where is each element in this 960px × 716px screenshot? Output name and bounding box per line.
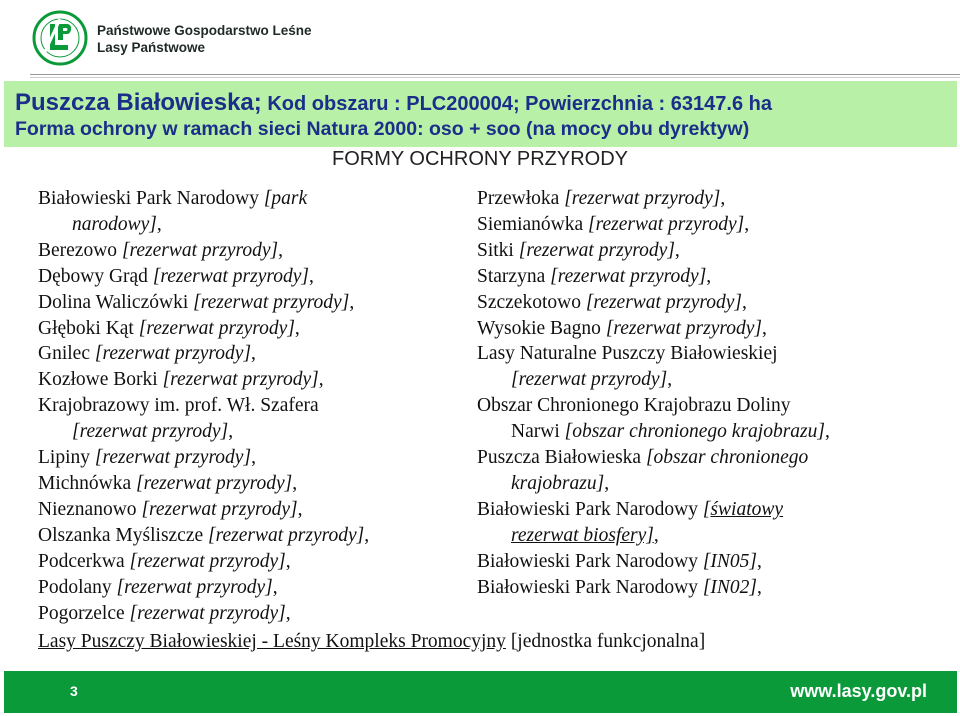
protection-form-item (477, 549, 947, 575)
entry-comma: , (706, 265, 712, 287)
protection-category: [rezerwat przyrody] (116, 576, 273, 598)
protection-form-item (38, 264, 468, 290)
header (0, 0, 960, 78)
area-name: Pogorzelce (38, 602, 125, 624)
entry-comma: , (757, 550, 762, 572)
entry-comma: , (297, 498, 303, 520)
protection-category-part: [park (263, 188, 308, 209)
protection-category: [rezerwat przyrody] (518, 239, 675, 261)
entry-line (38, 551, 291, 572)
entry-line (38, 369, 324, 390)
protection-form-item (477, 445, 947, 497)
site-title-line (15, 89, 772, 117)
area-name: Siemianówka (477, 213, 584, 235)
protection-form-item (38, 523, 468, 549)
area-name: Dolina Waliczówki (38, 291, 189, 313)
entry-comma: , (272, 576, 278, 598)
right-column (477, 186, 947, 601)
site-info-band (4, 81, 957, 147)
area-name: Białowieski Park Narodowy (477, 498, 698, 520)
org-line-1: Państwowe Gospodarstwo Leśne (97, 23, 312, 38)
entry-line (477, 343, 778, 364)
entry-line (477, 551, 762, 572)
protection-form-item (38, 393, 468, 445)
protection-category: [rezerwat przyrody] (141, 498, 298, 520)
entry-line (477, 214, 749, 235)
protection-form-item (477, 264, 947, 290)
entry-continuation (477, 367, 947, 393)
entry-line (38, 603, 291, 624)
protection-category: [rezerwat przyrody] (550, 265, 707, 287)
protection-form-item (38, 549, 468, 575)
site-name: Puszcza Białowieska; (15, 89, 262, 116)
protection-form: Forma ochrony w ramach sieci Natura 2000: oso + soo (na mocy obu dyrektyw) (15, 118, 750, 140)
org-line-2: Lasy Państwowe (97, 40, 206, 55)
entry-line (38, 473, 297, 494)
protection-form-item (38, 341, 468, 367)
organization-name (97, 22, 312, 56)
site-code-area: Kod obszaru : PLC200004; Powierzchnia : 63147.6 ha (261, 93, 772, 115)
area-name-continued: Narwi (511, 421, 560, 443)
area-name: Lasy Naturalne Puszczy Białowieskiej (477, 343, 778, 365)
area-name: Obszar Chronionego Krajobrazu Doliny (477, 395, 791, 417)
protection-category: [rezerwat przyrody] (72, 421, 229, 443)
area-name: Sitki (477, 239, 514, 261)
entry-comma: , (318, 369, 324, 391)
protection-category: krajobrazu] (511, 472, 605, 494)
protection-form-item (38, 290, 468, 316)
area-name: Puszcza Białowieska (477, 447, 642, 469)
functional-unit-name: Lasy Puszczy Białowieskiej - Leśny Kompleks Promocyjny (38, 631, 506, 652)
entry-line (38, 447, 256, 468)
entry-comma: , (824, 421, 830, 443)
entry-line (38, 188, 307, 209)
protection-category: [rezerwat przyrody] (129, 602, 286, 624)
entry-line (38, 525, 369, 546)
entry-line (38, 395, 319, 416)
entry-comma: , (667, 369, 673, 391)
entry-comma: , (156, 213, 162, 235)
entry-line (477, 240, 680, 261)
bottom-bar (4, 671, 957, 713)
functional-unit-line (38, 631, 705, 653)
area-name: Berezowo (38, 239, 118, 261)
entry-line (38, 292, 354, 313)
entry-comma: , (251, 343, 256, 365)
area-name: Szczekotowo (477, 291, 581, 313)
entry-line (38, 266, 314, 287)
entry-comma: , (674, 239, 680, 261)
protection-form-item (477, 393, 947, 445)
entry-line (38, 499, 303, 520)
protection-form-item (38, 367, 468, 393)
protection-form-item (38, 471, 468, 497)
entry-continuation (38, 212, 468, 238)
entry-line (477, 266, 711, 287)
protection-category: [rezerwat przyrody] (511, 369, 668, 391)
area-name: Nieznanowo (38, 498, 137, 520)
area-name: Białowieski Park Narodowy (477, 550, 698, 572)
header-divider (30, 74, 960, 75)
website-url: www.lasy.gov.pl (790, 681, 927, 701)
area-name: Kozłowe Borki (38, 369, 158, 391)
entry-line (477, 292, 747, 313)
protection-category: [IN05] (702, 550, 758, 572)
entry-comma: , (278, 239, 283, 261)
protection-category: [rezerwat przyrody] (136, 472, 293, 494)
protection-category: [rezerwat przyrody] (564, 188, 721, 209)
protection-form-item (477, 316, 947, 342)
protection-form-item (38, 497, 468, 523)
area-name: Przewłoka (477, 188, 560, 209)
page-number: 3 (70, 683, 78, 699)
area-name: Głęboki Kąt (38, 317, 134, 339)
entry-line (477, 188, 725, 209)
entry-comma: , (285, 602, 291, 624)
functional-unit-category: [jednostka funkcjonalna] (510, 631, 706, 652)
area-name: Podcerkwa (38, 550, 125, 572)
area-name: Wysokie Bagno (477, 317, 601, 339)
protection-form-item (38, 445, 468, 471)
area-name: Lipiny (38, 447, 90, 469)
area-name: Gnilec (38, 343, 90, 365)
entry-comma: , (349, 291, 355, 313)
protection-form-item (38, 316, 468, 342)
protection-category: [rezerwat przyrody] (129, 550, 286, 572)
entry-comma: , (309, 265, 314, 287)
protection-category: [rezerwat przyrody] (152, 265, 309, 287)
protection-category: [rezerwat przyrody] (94, 343, 252, 365)
entry-continuation (38, 419, 468, 445)
protection-category: narodowy] (72, 213, 157, 235)
lasy-panstwowe-logo-icon (32, 10, 88, 66)
protection-category: [rezerwat przyrody] (588, 213, 745, 235)
entry-comma: , (720, 188, 726, 209)
protection-form-item (477, 212, 947, 238)
entry-line (477, 447, 808, 468)
entry-line (477, 577, 762, 598)
entry-comma: , (762, 317, 767, 339)
protection-category-part: [obszar chronionego (645, 447, 809, 469)
protection-category-part: [światowy (702, 498, 784, 520)
protection-form-item (477, 341, 947, 393)
entry-line (477, 499, 783, 520)
area-name: Białowieski Park Narodowy (38, 188, 259, 209)
entry-line (38, 240, 283, 261)
protection-form-item (38, 238, 468, 264)
area-name: Michnówka (38, 472, 132, 494)
protection-form-item (38, 575, 468, 601)
entry-comma: , (292, 472, 298, 494)
entry-comma: , (251, 447, 256, 469)
entry-continuation (477, 419, 947, 445)
protection-category: [rezerwat przyrody] (585, 291, 743, 313)
protection-form-item (477, 186, 947, 212)
protection-category: [rezerwat przyrody] (138, 317, 295, 339)
left-column (38, 186, 468, 626)
protection-category: [rezerwat przyrody] (162, 369, 319, 391)
entry-line (38, 343, 256, 364)
entry-line (38, 577, 278, 598)
entry-comma: , (744, 213, 750, 235)
protection-category: [rezerwat przyrody] (605, 317, 762, 339)
area-name: Olszanka Myśliszcze (38, 524, 204, 546)
entry-comma: , (294, 317, 300, 339)
protection-category: [rezerwat przyrody] (208, 524, 365, 546)
protection-form-item (38, 186, 468, 238)
area-name: Białowieski Park Narodowy (477, 576, 698, 598)
protection-form-item (477, 497, 947, 549)
area-name: Starzyna (477, 265, 546, 287)
entry-comma: , (742, 291, 747, 313)
protection-category: [obszar chronionego krajobrazu] (564, 421, 825, 443)
protection-form-item (477, 575, 947, 601)
entry-line (38, 318, 300, 339)
area-name: Krajobrazowy im. prof. Wł. Szafera (38, 395, 319, 417)
protection-category: [rezerwat przyrody] (94, 447, 252, 469)
protection-category: [IN02] (702, 576, 758, 598)
entry-comma: , (364, 524, 370, 546)
protection-form-item (477, 238, 947, 264)
entry-comma: , (604, 472, 610, 494)
entry-comma: , (757, 576, 762, 598)
protection-category: rezerwat biosfery] (511, 524, 654, 546)
protection-form-item (477, 290, 947, 316)
area-name: Podolany (38, 576, 112, 598)
entry-continuation (477, 471, 947, 497)
section-heading: FORMY OCHRONY PRZYRODY (332, 148, 628, 170)
entry-comma: , (285, 550, 291, 572)
protection-category: [rezerwat przyrody] (121, 239, 279, 261)
protection-form-item (38, 601, 468, 627)
entry-comma: , (228, 421, 234, 443)
entry-comma: , (653, 524, 659, 546)
entry-continuation (477, 523, 947, 549)
entry-line (477, 318, 767, 339)
protection-category: [rezerwat przyrody] (193, 291, 350, 313)
header-divider-light (30, 77, 960, 78)
entry-line (477, 395, 791, 416)
area-name: Dębowy Grąd (38, 265, 148, 287)
